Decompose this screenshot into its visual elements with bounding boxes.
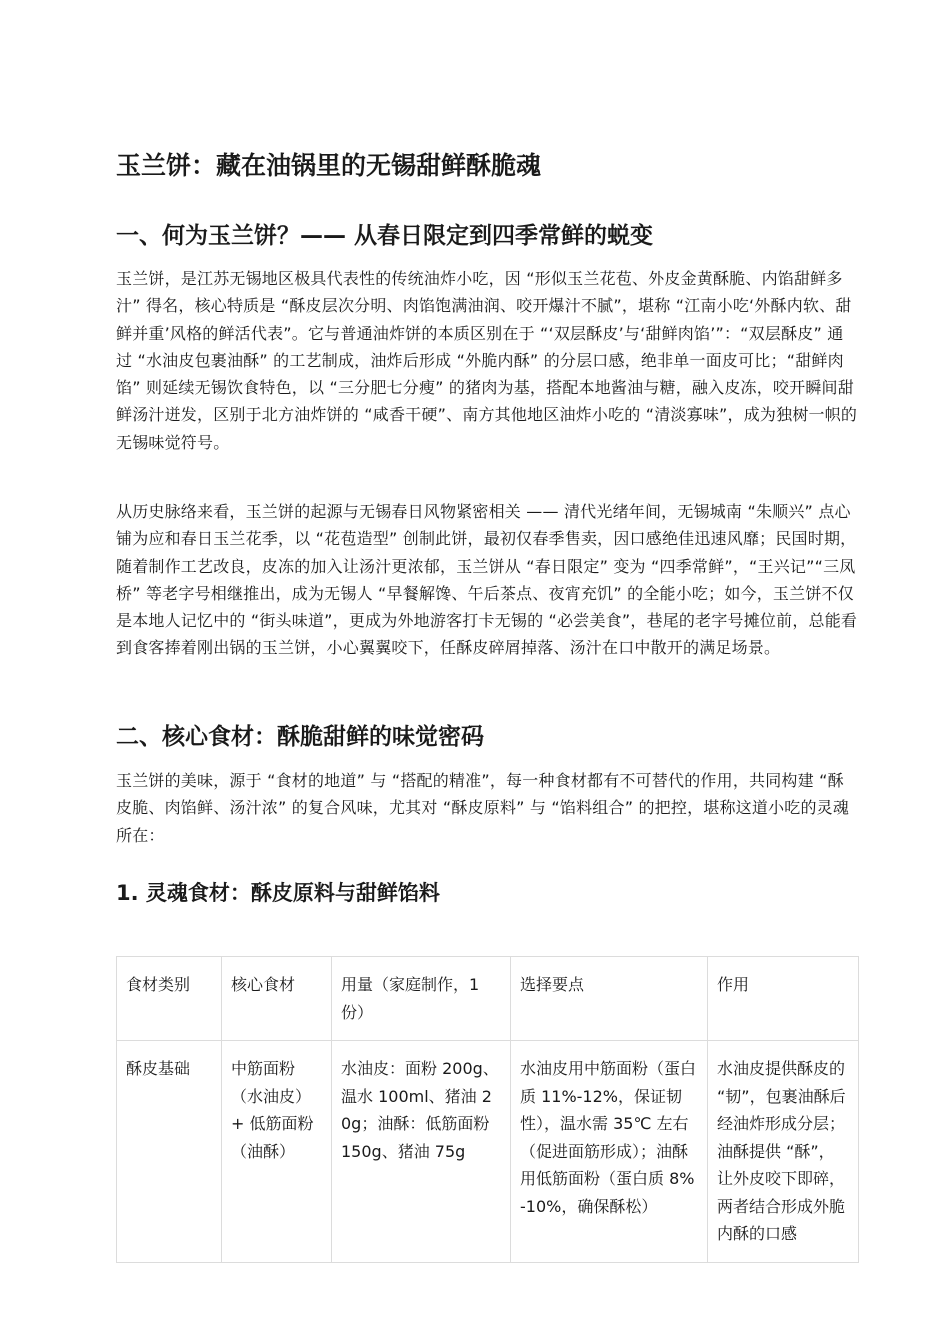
table-header-row (117, 957, 859, 1041)
page-title: 玉兰饼：藏在油锅里的无锡甜鲜酥脆魂 (116, 151, 542, 180)
table-cell-role: 水油皮提供酥皮的 “韧”，包裹油酥后经油炸形成分层；油酥提供 “酥”，让外皮咬下即碎，两者结合形成外脆内酥的口感 (708, 1041, 859, 1263)
section-1-paragraph-1: 玉兰饼，是江苏无锡地区极具代表性的传统油炸小吃，因 “形似玉兰花苞、外皮金黄酥脆、内馅甜鲜多汁” 得名，核心特质是 “酥皮层次分明、肉馅饱满油润、咬开爆汁不腻”，堪称 “江南小吃‘外酥内软、甜鲜并重’风格的鲜活代表”。它与普通油炸饼的本质区别在于 “‘双层酥皮’与‘甜鲜肉馅’”：“双层酥皮” 通过 “水油皮包裹油酥” 的工艺制成，油炸后形成 “外脆内酥” 的分层口感，绝非单一面皮可比；“甜鲜肉馅” 则延续无锡饮食特色，以 “三分肥七分瘦” 的猪肉为基，搭配本地酱油与糖，融入皮冻，咬开瞬间甜鲜汤汁迸发，区别于北方油炸饼的 “咸香干硬”、南方其他地区油炸小吃的 “清淡寡味”，成为独树一帜的无锡味觉符号。 (116, 269, 858, 452)
subsection-1-heading: 1. 灵魂食材：酥皮原料与甜鲜馅料 (116, 881, 440, 905)
section-1-heading: 一、何为玉兰饼？—— 从春日限定到四季常鲜的蜕变 (116, 223, 654, 249)
ingredients-table-wrapper (116, 956, 860, 1243)
table-header-cell: 选择要点 (511, 957, 708, 1041)
table-row (117, 1041, 859, 1263)
section-2-heading: 二、核心食材：酥脆甜鲜的味觉密码 (116, 724, 484, 750)
table-header-cell: 核心食材 (222, 957, 332, 1041)
section-1-paragraph-2: 从历史脉络来看，玉兰饼的起源与无锡春日风物紧密相关 —— 清代光绪年间，无锡城南 “朱顺兴” 点心铺为应和春日玉兰花季，以 “花苞造型” 创制此饼，最初仅春季售卖，因口感绝佳迅速风靡；民国时期，随着制作工艺改良，皮冻的加入让汤汁更浓郁，玉兰饼从 “春日限定” 变为 “四季常鲜”，“王兴记”“三凤桥” 等老字号相继推出，成为无锡人 “早餐解馋、午后茶点、夜宵充饥” 的全能小吃；如今，玉兰饼不仅是本地人记忆中的 “街头味道”，更成为外地游客打卡无锡的 “必尝美食”，巷尾的老字号摊位前，总能看到食客捧着刚出锅的玉兰饼，小心翼翼咬下，任酥皮碎屑掉落、汤汁在口中散开的满足场景。 (116, 502, 858, 658)
table-header-cell: 作用 (708, 957, 859, 1041)
table-cell-category: 酥皮基础 (117, 1041, 222, 1263)
table-cell-amount: 水油皮：面粉 200g、温水 100ml、猪油 20g；油酥：低筋面粉 150g、猪油 75g (332, 1041, 511, 1263)
table-cell-tips: 水油皮用中筋面粉（蛋白质 11%-12%，保证韧性），温水需 35℃ 左右（促进面筋形成）；油酥用低筋面粉（蛋白质 8%-10%，确保酥松） (511, 1041, 708, 1263)
table-header-cell: 食材类别 (117, 957, 222, 1041)
table-cell-ingredient: 中筋面粉（水油皮）+ 低筋面粉（油酥） (222, 1041, 332, 1263)
table-header-cell: 用量（家庭制作，1 份） (332, 957, 511, 1041)
section-2-paragraph-1: 玉兰饼的美味，源于 “食材的地道” 与 “搭配的精准”，每一种食材都有不可替代的作用，共同构建 “酥皮脆、肉馅鲜、汤汁浓” 的复合风味，尤其对 “酥皮原料” 与 “馅料组合” 的把控，堪称这道小吃的灵魂所在： (116, 771, 850, 845)
ingredients-table (116, 956, 859, 1263)
